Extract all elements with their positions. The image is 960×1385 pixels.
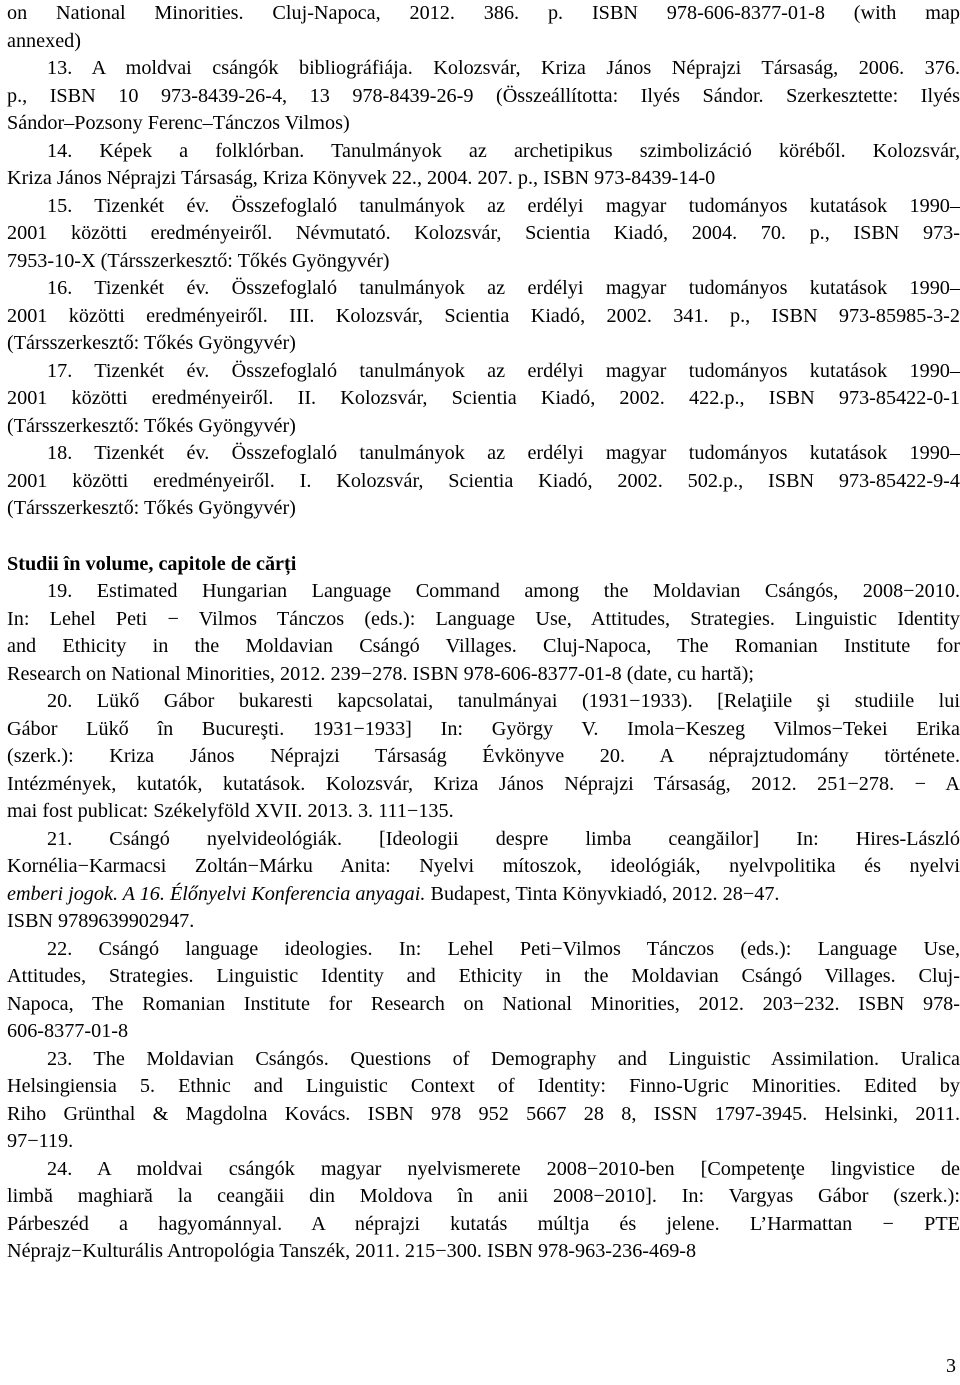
text-line: 606-8377-01-8 [7, 1020, 129, 1042]
text-line: mai fost publicat: Székelyföld XVII. 2013. 3. 111−135. [7, 800, 454, 822]
continuation-block [7, 0, 960, 55]
text-line: (szerk.): Kriza János Néprajzi Társaság Évkönyve 20. A néprajztudomány története. [7, 745, 960, 767]
text-line: Sándor–Pozsony Ferenc–Tánczos Vilmos) [7, 112, 350, 134]
text-line: (Társszerkesztő: Tőkés Gyöngyvér) [7, 414, 296, 437]
bibliography-entry [7, 440, 960, 523]
text-line: p., ISBN 10 973-8439-26-4, 13 978-8439-26-9 (Összeállította: Ilyés Sándor. Szerkesztette: Ilyés [7, 84, 960, 107]
text-line: Gábor Lükő în Bucureşti. 1931−1933] In: György V. Imola−Keszeg Vilmos−Tekei Erika [7, 717, 960, 740]
text-line: Intézmények, kutatók, kutatások. Kolozsvár, Kriza János Néprajzi Társaság, 2012. 251−278. − A [7, 772, 960, 795]
text-line [7, 881, 960, 909]
text-line: 17. Tizenkét év. Összefoglaló tanulmányok az erdélyi magyar tudományos kutatások 1990– [47, 359, 960, 382]
text-line: 14. Képek a folklórban. Tanulmányok az archetipikus szimbolizáció köréből. Kolozsvár, [47, 139, 960, 162]
bibliography-chapters [7, 578, 960, 1266]
text-line: 21. Csángó nyelvideológiák. [Ideologii despre limba ceangăilor] In: Hires-László [47, 827, 960, 850]
text-line: 22. Csángó language ideologies. In: Lehel Peti−Vilmos Tánczos (eds.): Language Use, [47, 937, 960, 960]
text-line: 24. A moldvai csángók magyar nyelvismerete 2008−2010-ben [Competenţe lingvistice de [47, 1157, 960, 1180]
italic-text: emberi jogok. A 16. Élőnyelvi Konferencia anyagai. [7, 882, 426, 905]
text-line: 19. Estimated Hungarian Language Command among the Moldavian Csángós, 2008−2010. [47, 580, 960, 602]
text-line: ISBN 9789639902947. [7, 910, 195, 932]
page-number: 3 [946, 1355, 956, 1377]
bibliography-entry [7, 688, 960, 826]
text-line: Kornélia−Karmacsi Zoltán−Márku Anita: Nyelvi mítoszok, ideológiák, nyelvpolitika és nyelvi [7, 855, 960, 877]
bibliography-entry [7, 578, 960, 688]
bibliography-entry [7, 275, 960, 358]
text-line: 2001 közötti eredményeiről. I. Kolozsvár, Scientia Kiadó, 2002. 502.p., ISBN 973-85422-9-4 [7, 469, 960, 492]
text-line: Kriza János Néprajzi Társaság, Kriza Könyvek 22., 2004. 207. p., ISBN 973-8439-14-0 [7, 167, 716, 189]
text-line: 2001 közötti eredményeiről. Névmutató. Kolozsvár, Scientia Kiadó, 2004. 70. p., ISBN 973- [7, 222, 960, 244]
bibliography-entry [7, 55, 960, 138]
text-line: 23. The Moldavian Csángós. Questions of Demography and Linguistic Assimilation. Uralica [47, 1047, 960, 1070]
text-line: 16. Tizenkét év. Összefoglaló tanulmányok az erdélyi magyar tudományos kutatások 1990– [47, 277, 960, 299]
text-line: and Ethicity in the Moldavian Csángó Villages. Cluj-Napoca, The Romanian Institute for [7, 635, 960, 657]
text-line: 7953-10-X (Társszerkesztő: Tőkés Gyöngyvér) [7, 249, 390, 272]
bibliography-entry [7, 1156, 960, 1266]
text-span: Budapest, Tinta Könyvkiadó, 2012. 28−47. [425, 882, 780, 905]
bibliography-entry [7, 138, 960, 193]
text-line: on National Minorities. Cluj-Napoca, 2012. 386. p. ISBN 978-606-8377-01-8 (with map [7, 2, 960, 24]
text-line: Attitudes, Strategies. Linguistic Identity and Ethicity in the Moldavian Csángó Villages. Cluj- [7, 965, 960, 987]
text-line: 2001 közötti eredményeiről. III. Kolozsvár, Scientia Kiadó, 2002. 341. p., ISBN 973-85985-3-2 [7, 304, 960, 327]
text-line: Riho Grünthal & Magdolna Kovács. ISBN 978 952 5667 28 8, ISSN 1797-3945. Helsinki, 2011. [7, 1102, 960, 1125]
text-line: Research on National Minorities, 2012. 239−278. ISBN 978-606-8377-01-8 (date, cu hartă); [7, 662, 754, 685]
section-heading: Studii în volume, capitole de cărți [7, 552, 297, 575]
text-line: (Társszerkesztő: Tőkés Gyöngyvér) [7, 332, 296, 354]
text-line: Napoca, The Romanian Institute for Research on National Minorities, 2012. 203−232. ISBN 978- [7, 992, 960, 1015]
bibliography-entry [7, 936, 960, 1046]
text-line: 15. Tizenkét év. Összefoglaló tanulmányok az erdélyi magyar tudományos kutatások 1990– [47, 194, 960, 217]
text-line: 2001 közötti eredményeiről. II. Kolozsvár, Scientia Kiadó, 2002. 422.p., ISBN 973-85422-0-1 [7, 387, 960, 409]
text-line: Helsingiensia 5. Ethnic and Linguistic Context of Identity: Finno-Ugric Minorities. Edited by [7, 1075, 960, 1097]
text-line: 13. A moldvai csángók bibliográfiája. Kolozsvár, Kriza János Néprajzi Társaság, 2006. 376. [47, 57, 960, 79]
text-line: In: Lehel Peti − Vilmos Tánczos (eds.): Language Use, Attitudes, Strategies. Linguistic Identity [7, 607, 960, 630]
bibliography-entry [7, 1046, 960, 1156]
text-line: 18. Tizenkét év. Összefoglaló tanulmányok az erdélyi magyar tudományos kutatások 1990– [47, 442, 960, 464]
bibliography-entry [7, 358, 960, 441]
text-line: 20. Lükő Gábor bukaresti kapcsolatai, tanulmányai (1931−1933). [Relaţiile şi studiile lui [47, 690, 960, 712]
document-page [7, 0, 960, 1266]
text-line: limbă maghiară la ceangăii din Moldova în anii 2008−2010]. In: Vargyas Gábor (szerk.): [7, 1185, 960, 1207]
text-line: annexed) [7, 29, 81, 52]
text-line: Párbeszéd a hagyománnyal. A néprajzi kutatás múltja és jelene. L’Harmattan − PTE [7, 1212, 960, 1235]
text-line: 97−119. [7, 1130, 74, 1152]
bibliography-entry [7, 826, 960, 936]
bibliography-hungarian-books [7, 55, 960, 523]
text-line: (Társszerkesztő: Tőkés Gyöngyvér) [7, 497, 296, 519]
bibliography-entry [7, 193, 960, 276]
text-line: Néprajz−Kulturális Antropológia Tanszék, 2011. 215−300. ISBN 978-963-236-469-8 [7, 1240, 697, 1262]
